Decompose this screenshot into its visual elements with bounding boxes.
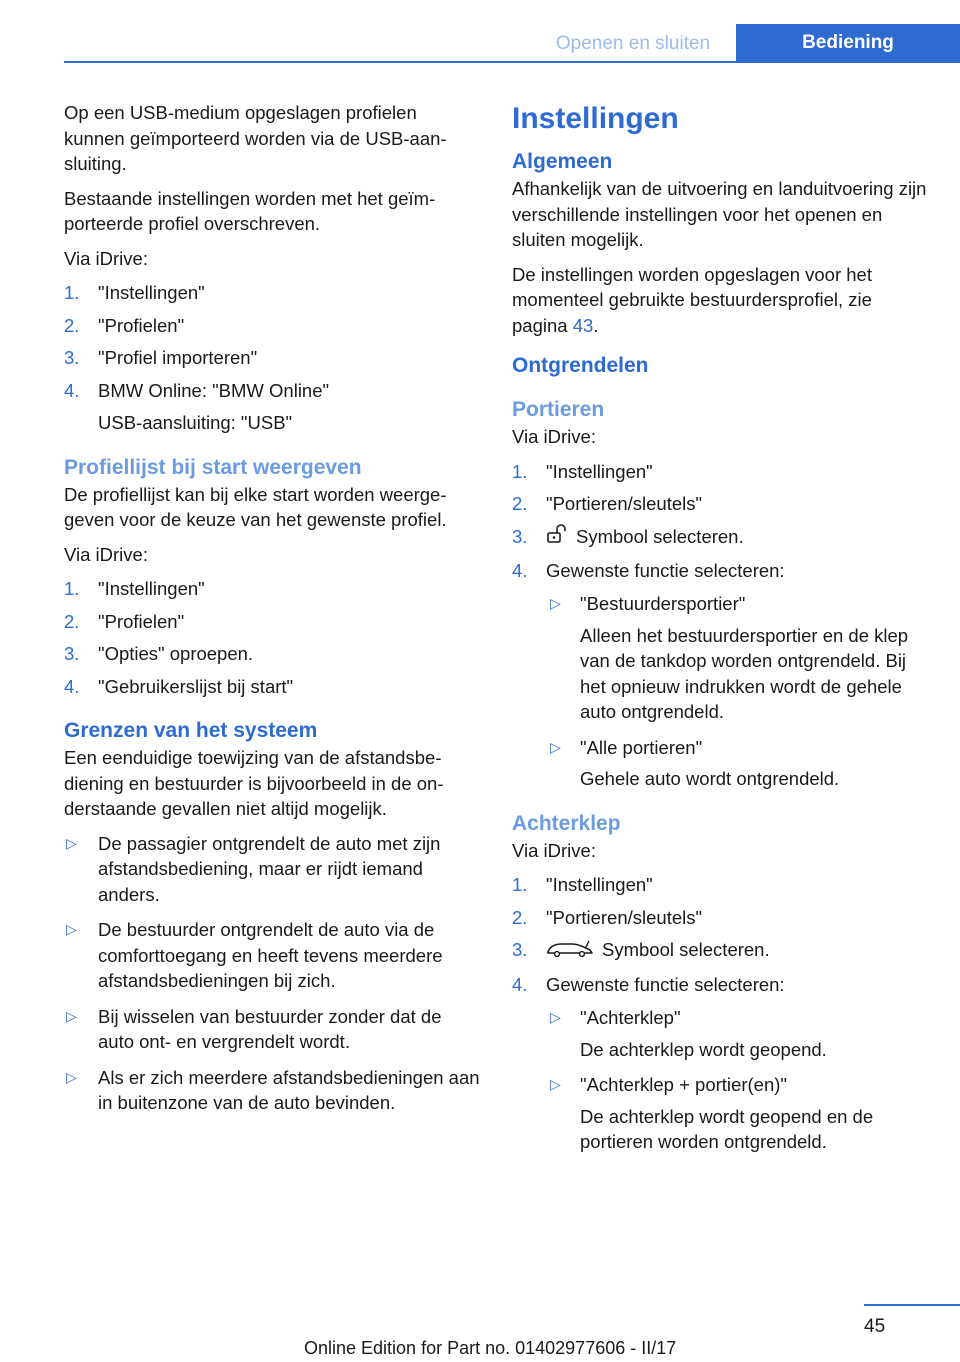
list-text: "Profielen"	[98, 610, 185, 632]
option-label: "Achterklep"	[580, 1007, 681, 1029]
paragraph: Via iDrive:	[512, 426, 596, 447]
paragraph-text: De instellingen worden opgeslagen voor het momenteel gebruikte bestuurdersprofiel, zie pagina	[512, 263, 872, 336]
list-number: 4.	[512, 973, 528, 995]
list-number: 4.	[512, 559, 528, 581]
option-label: "Bestuurdersportier"	[580, 593, 746, 615]
list-number: 1.	[64, 282, 80, 303]
option-note: Alleen het bestuurdersportier en de klep van de tankdop worden ontgrendeld. Bij het opnieuw indrukken wordt de gehele auto ontgrendeld.	[580, 624, 909, 723]
list-text: Bij wisselen van bestuurder zonder dat de auto ont- en vergrendelt wordt.	[98, 1005, 442, 1052]
option-list	[546, 1005, 932, 1155]
section-heading-profiellijst: Profiellijst bij start weergeven	[64, 455, 362, 479]
option-note: De achterklep wordt geopend.	[580, 1038, 827, 1060]
option-item	[546, 591, 932, 725]
triangle-right-icon: ▷	[66, 921, 77, 937]
list-text: Symbool selecteren.	[602, 939, 770, 961]
list-item	[64, 345, 480, 371]
list-number: 3.	[64, 643, 80, 664]
page-number: 45	[864, 1316, 886, 1337]
page-title: Instellingen	[512, 102, 679, 135]
list-number: 2.	[512, 493, 528, 514]
section-heading-ontgrendelen: Ontgrendelen	[512, 354, 649, 377]
paragraph: Op een USB-medium opgeslagen profielen kunnen geïmporteerd worden via de USB-aansluiting.	[64, 102, 447, 174]
triangle-right-icon: ▷	[66, 1068, 77, 1085]
option-item	[546, 1072, 932, 1155]
list-text: Gewenste functie selecteren:	[546, 973, 785, 995]
list-number: 1.	[512, 460, 528, 482]
list-text: "Portieren/sleutels"	[546, 906, 703, 928]
triangle-right-icon: ▷	[550, 1076, 561, 1093]
list-number: 4.	[64, 379, 80, 401]
car-trunk-icon	[546, 938, 594, 965]
list-text: "Instellingen"	[98, 578, 205, 599]
header-tab-bediening[interactable]: Bediening	[736, 24, 960, 61]
header-tab-openen-en-sluiten[interactable]: Openen en sluiten	[530, 28, 736, 60]
list-number: 2.	[64, 610, 80, 632]
option-list	[546, 591, 932, 792]
list-item	[64, 609, 480, 635]
list-number: 1.	[64, 578, 80, 599]
list-text: "Opties" oproepen.	[98, 643, 254, 664]
option-label: "Achterklep + portier(en)"	[580, 1074, 787, 1096]
list-text: De passagier ontgrendelt de auto met zijn afstandsbediening, maar er rijdt iemand anders.	[98, 832, 441, 905]
list-item	[64, 1065, 480, 1116]
list-text: "Gebruikerslijst bij start"	[98, 675, 294, 697]
list-subtext: USB-aansluiting: "USB"	[98, 412, 293, 433]
list-item	[64, 378, 480, 436]
right-column	[512, 100, 932, 1173]
numbered-list	[64, 280, 480, 436]
list-item	[512, 558, 932, 792]
list-text: Symbool selecteren.	[576, 525, 744, 547]
triangle-right-icon: ▷	[66, 1007, 77, 1024]
paragraph: Via iDrive:	[64, 543, 148, 565]
paragraph: Afhankelijk van de uitvoering en landuitvoering zijn verschillende instellingen voor het openen en sluiten mogelijk.	[512, 178, 927, 250]
page-link[interactable]: 43	[572, 314, 594, 336]
section-heading-grenzen: Grenzen van het systeem	[64, 719, 318, 742]
bullet-list	[64, 831, 480, 1116]
list-item	[64, 917, 480, 994]
numbered-list	[64, 576, 480, 699]
list-item	[64, 641, 480, 667]
option-note: De achterklep wordt geopend en de portieren worden ontgrendeld.	[580, 1105, 874, 1153]
list-text: "Instellingen"	[546, 460, 653, 482]
triangle-right-icon: ▷	[66, 834, 77, 851]
triangle-right-icon: ▷	[550, 1009, 561, 1026]
list-number: 2.	[512, 906, 528, 928]
option-item	[546, 735, 932, 792]
list-number: 4.	[64, 675, 80, 697]
section-heading-algemeen: Algemeen	[512, 150, 613, 173]
list-item	[512, 459, 932, 485]
footer-divider	[864, 1304, 960, 1306]
paragraph: De profiellijst kan bij elke start worden weergegeven voor de keuze van het gewenste profiel.	[64, 483, 447, 530]
list-item	[64, 1004, 480, 1055]
list-number: 1.	[512, 874, 528, 896]
list-item	[64, 280, 480, 306]
list-item	[512, 872, 932, 898]
list-item	[512, 491, 932, 517]
list-item	[64, 674, 480, 700]
list-number: 3.	[512, 939, 528, 961]
edition-note: Online Edition for Part no. 01402977606 - II/17	[304, 1338, 677, 1358]
paragraph: Via iDrive:	[512, 839, 596, 861]
list-text: Als er zich meerdere afstandsbedieningen aan in buitenzone van de auto bevinden.	[98, 1066, 480, 1113]
list-item	[512, 905, 932, 931]
list-text: "Portieren/sleutels"	[546, 493, 703, 514]
paragraph	[512, 262, 932, 339]
list-text: "Profiel importeren"	[98, 347, 258, 368]
list-item	[512, 937, 932, 964]
list-text: "Profielen"	[98, 314, 185, 336]
list-item	[512, 972, 932, 1155]
list-item	[64, 831, 480, 908]
list-text: "Instellingen"	[546, 874, 653, 896]
header-divider	[64, 61, 960, 63]
option-note: Gehele auto wordt ontgrendeld.	[580, 768, 840, 790]
option-item	[546, 1005, 932, 1062]
triangle-right-icon: ▷	[550, 738, 561, 755]
unlock-icon	[546, 524, 568, 551]
subsection-heading-portieren: Portieren	[512, 398, 605, 421]
list-item	[64, 313, 480, 339]
triangle-right-icon: ▷	[550, 595, 561, 612]
list-number: 3.	[512, 525, 528, 547]
left-column	[64, 100, 480, 1132]
list-text: De bestuurder ontgrendelt de auto via de comforttoegang en heeft tevens meerdere afstandsbedieningen bij zich.	[98, 919, 443, 991]
option-label: "Alle portieren"	[580, 736, 703, 758]
numbered-list	[512, 872, 932, 1154]
paragraph: Bestaande instellingen worden met het geïmporteerde profiel overschreven.	[64, 187, 436, 234]
numbered-list	[512, 459, 932, 792]
list-number: 3.	[64, 347, 80, 368]
subsection-heading-achterklep: Achterklep	[512, 811, 621, 835]
list-text: Gewenste functie selecteren:	[546, 559, 785, 581]
list-item	[64, 576, 480, 602]
list-text: "Instellingen"	[98, 282, 205, 303]
list-text: BMW Online: "BMW Online"	[98, 379, 330, 401]
paragraph: Via iDrive:	[64, 247, 148, 269]
paragraph-text: .	[593, 314, 599, 336]
paragraph: Een eenduidige toewijzing van de afstandsbediening en bestuurder is bijvoorbeeld in de onderstaande gevallen niet altijd mogelijk.	[64, 747, 444, 819]
list-item	[512, 524, 932, 551]
list-number: 2.	[64, 314, 80, 336]
